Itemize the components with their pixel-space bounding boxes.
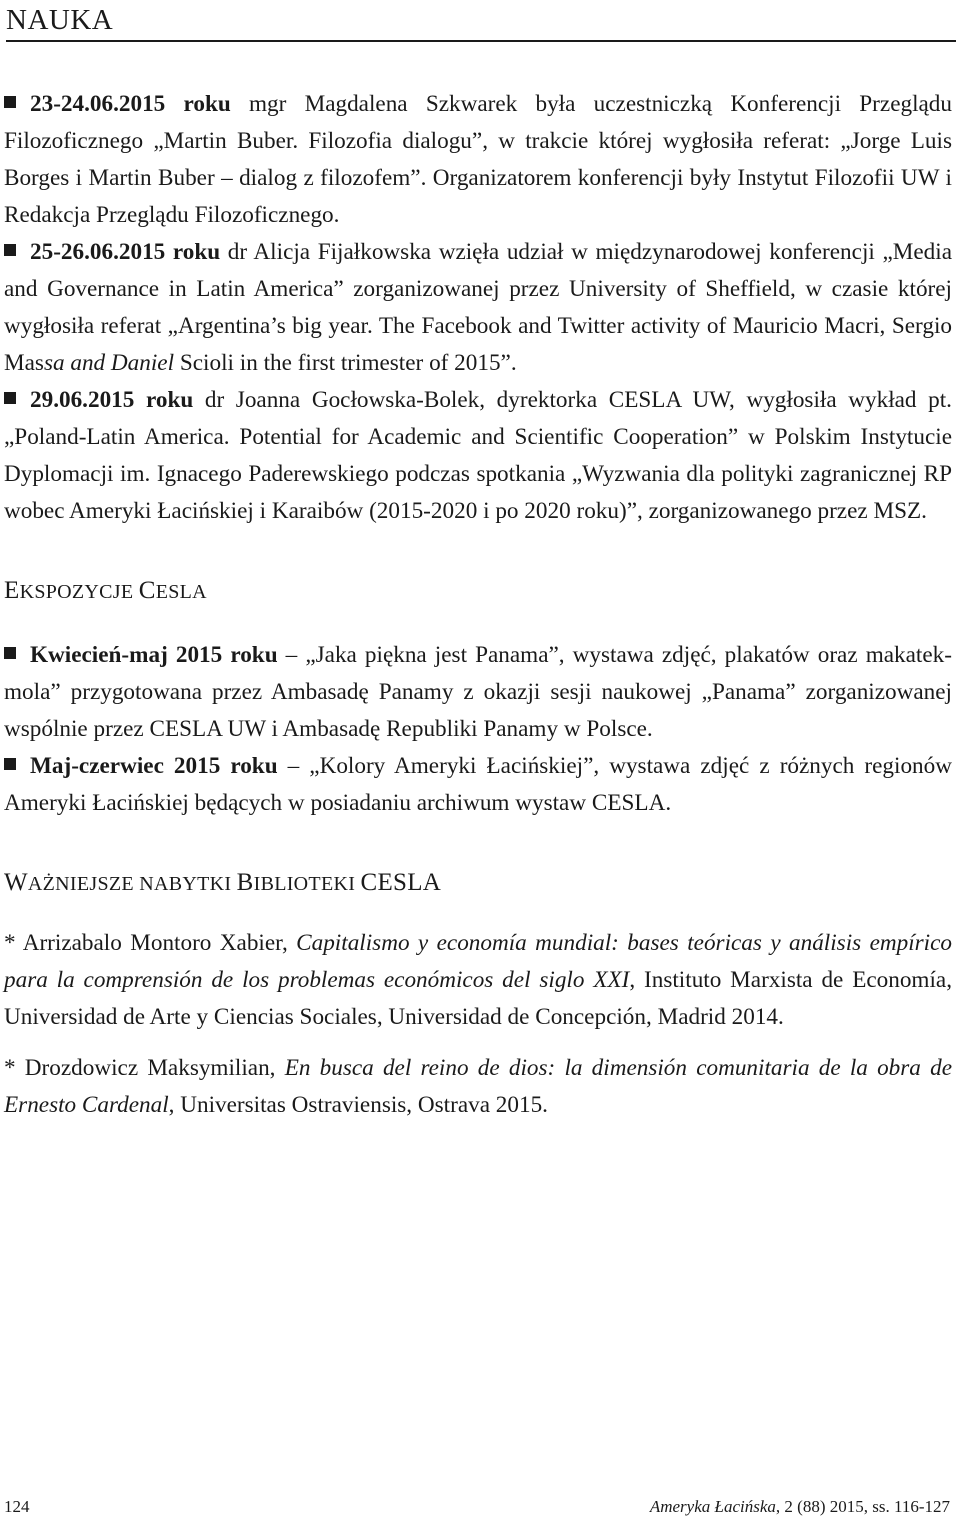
exhibition-text: – „Kolory Ameryki Łacińskiej”, wystawa zdjęć z różnych regionów Ameryki Łacińskiej będących w posiadaniu archiwum wystaw CESLA. bbox=[4, 753, 952, 816]
page-header bbox=[6, 0, 956, 38]
square-bullet-icon bbox=[4, 758, 16, 770]
entry-text: mgr Magdalena Szkwarek była uczestniczką Konferencji Przeglądu Filozoficznego „Martin Buber. Filozofia dialogu”, w trakcie której wygłosiła referat: „Jorge Luis Borges i Martin Buber – dialog z filozofem”. Organizatorem konferencji były Instytut Filozofii UW i Redakcja Przeglądu Filozoficznego. bbox=[4, 91, 952, 228]
square-bullet-icon bbox=[4, 96, 16, 108]
exhibition-date: Kwiecień-maj 2015 roku bbox=[30, 642, 278, 668]
square-bullet-icon bbox=[4, 647, 16, 659]
entry-text: dr Joanna Gocłowska-Bolek, dyrektorka CESLA UW, wygłosiła wykład pt. „Poland-Latin America. Potential for Academic and Scientific Cooperation” w Polskim Instytucie Dyplomacji im. Ignacego Paderewskiego podczas spotkania „Wyzwania dla polityki zagranicznej RP wobec Ameryki Łacińskiej i Karaibów (2015-2020 i po 2020 roku)”, zorganizowanego przez MSZ. bbox=[4, 387, 952, 524]
news-entry bbox=[4, 234, 952, 382]
library-item-title: Capitalismo y economía mundial: bases teóricas y análisis empírico para la comprensión de los problemas económicos del siglo XXI bbox=[4, 930, 952, 993]
exhibitions-heading: EKSPOZYCJE CESLA bbox=[4, 577, 207, 604]
news-entry bbox=[4, 382, 952, 530]
entry-date: 25-26.06.2015 roku bbox=[30, 239, 221, 265]
library-item bbox=[4, 925, 952, 1036]
library-item-title: En busca del reino de dios: la dimensión comunitaria de la obra de Ernesto Cardenal bbox=[4, 1055, 952, 1118]
entry-date: 29.06.2015 roku bbox=[30, 387, 194, 413]
library-heading: WAŻNIEJSZE NABYTKI BIBLIOTEKI CESLA bbox=[4, 869, 442, 896]
library-item-publisher: , Instituto Marxista de Economía, Universidad de Arte y Ciencias Sociales, Universidad de Concepción, Madrid 2014. bbox=[4, 967, 952, 1030]
entry-text: dr Alicja Fijałkowska wzięła udział w międzynarodowej konferencji „Media and Governance in Latin America” zorganizowanej przez University of Sheffield, w czasie której wygłosiła referat „Argentina’s big year. The Facebook and Twitter activity of Mauricio Macri, Sergio Mas bbox=[4, 239, 952, 376]
library-item bbox=[4, 1050, 952, 1124]
main-content bbox=[4, 86, 952, 1124]
journal-name: Ameryka Łacińska bbox=[649, 1497, 776, 1516]
entry-italic-text: sa and Daniel bbox=[43, 350, 175, 376]
entry-text-end: Scioli in the first trimester of 2015”. bbox=[174, 350, 517, 376]
exhibition-entry bbox=[4, 748, 952, 822]
library-item-author: * Arrizabalo Montoro Xabier, bbox=[4, 930, 297, 956]
page-number: 124 bbox=[4, 1497, 30, 1516]
square-bullet-icon bbox=[4, 244, 16, 256]
library-item-author: * Drozdowicz Maksymilian, bbox=[4, 1055, 285, 1081]
exhibition-entry bbox=[4, 637, 952, 748]
exhibition-date: Maj-czerwiec 2015 roku bbox=[30, 753, 278, 779]
square-bullet-icon bbox=[4, 392, 16, 404]
journal-issue: , 2 (88) 2015, ss. 116-127 bbox=[775, 1497, 950, 1516]
section-title: NAUKA bbox=[6, 4, 114, 36]
header-rule bbox=[6, 40, 956, 42]
entry-date: 23-24.06.2015 roku bbox=[30, 91, 231, 117]
library-item-publisher: , Universitas Ostraviensis, Ostrava 2015. bbox=[168, 1092, 548, 1118]
exhibition-text: – „Jaka piękna jest Panama”, wystawa zdjęć, plakatów oraz makatek-mola” przygotowana przez Ambasadę Panamy z okazji sesji naukowej „Panama” zorganizowanej wspólnie przez CESLA UW i Ambasadę Republiki Panamy w Polsce. bbox=[4, 642, 952, 742]
journal-citation bbox=[650, 1496, 950, 1518]
news-entry bbox=[4, 86, 952, 234]
